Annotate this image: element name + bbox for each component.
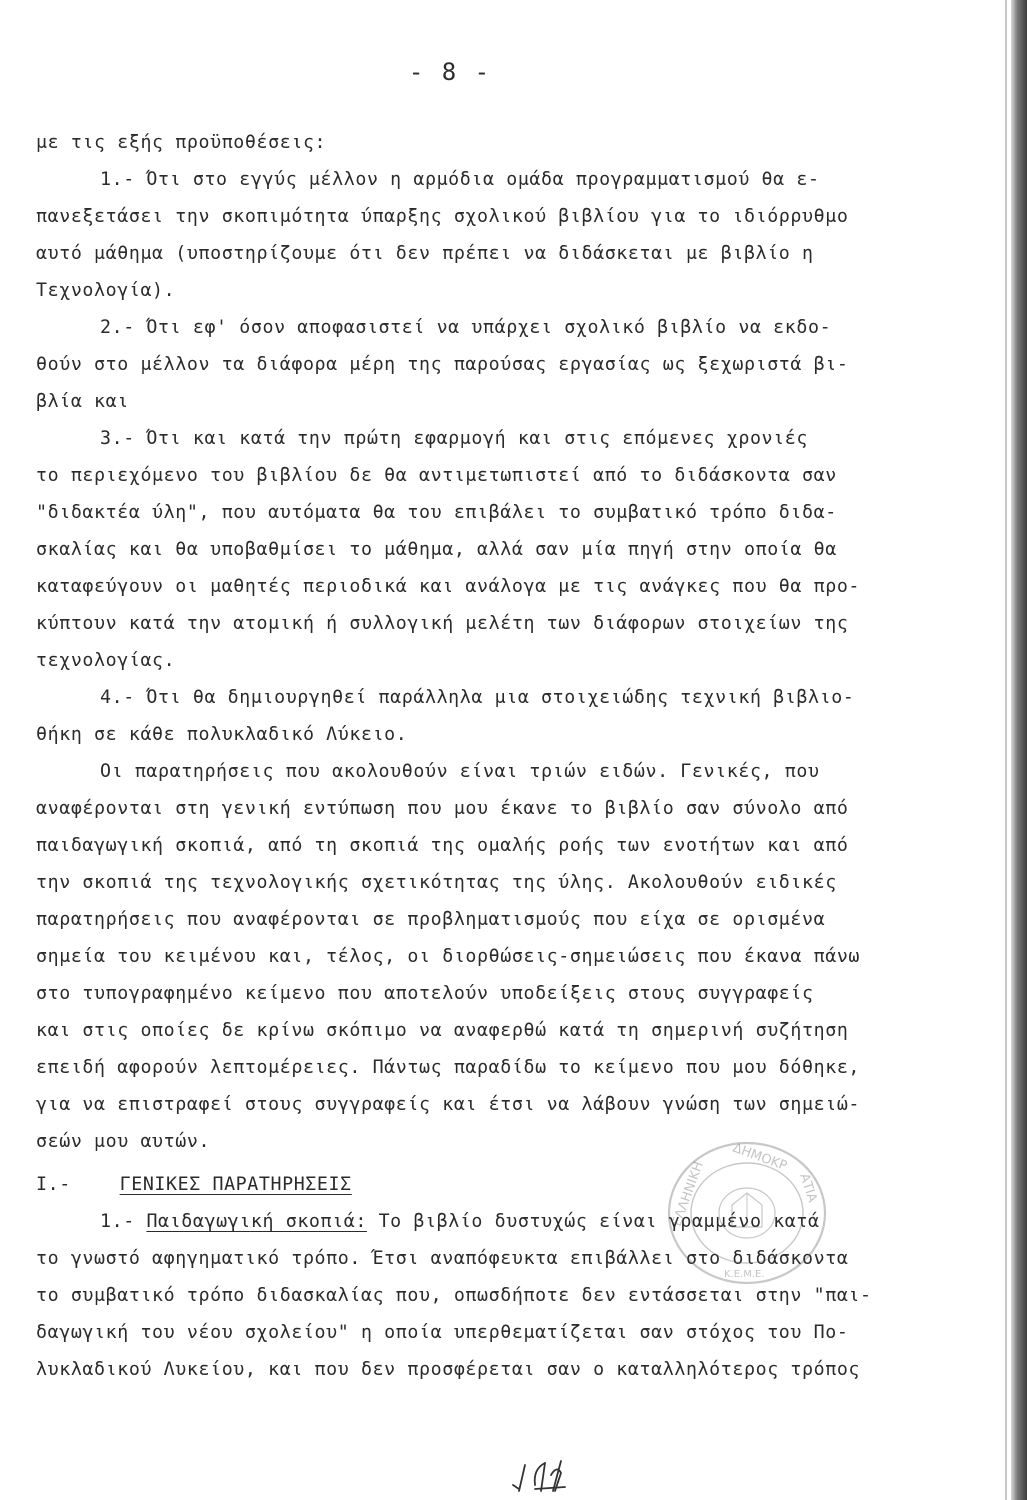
text-line: στο τυπογραφημένο κείμενο που αποτελούν υποδείξεις στους συγγραφείς [36, 983, 814, 1004]
text-line: πανεξετάσει την σκοπιμότητα ύπαρξης σχολικού βιβλίου για το ιδιόρρυθμο [36, 206, 849, 227]
text-line: σκαλίας και θα υποβαθμίσει το μάθημα, αλλά σαν μία πηγή στην οποία θα [36, 539, 837, 560]
text-line: το γνωστό αφηγηματικό τρόπο. Έτσι αναπόφευκτα επιβάλλει στο διδάσκοντα [36, 1248, 849, 1269]
text-line: τεχνολογίας. [36, 650, 176, 671]
text-line: σημεία του κειμένου και, τέλος, οι διορθώσεις-σημειώσεις που έκανα πάνω [36, 946, 861, 967]
section-title: ΓΕΝΙΚΕΣ ΠΑΡΑΤΗΡΗΣΕΙΣ [119, 1174, 352, 1195]
text-line: το περιεχόμενο του βιβλίου δε θα αντιμετωπιστεί από το διδάσκοντα σαν [36, 465, 837, 486]
text-line: επειδή αφορούν λεπτομέρειες. Πάντως παραδίδω το κείμενο που μου δόθηκε, [36, 1057, 861, 1078]
section-number: Ι.- [36, 1174, 71, 1195]
svg-text:Κ.Ε.Μ.Ε.: Κ.Ε.Μ.Ε. [724, 1269, 765, 1280]
subsection-text: Το βιβλίο δυστυχώς είναι γραμμένο κατά [378, 1211, 820, 1232]
text-line: σεών μου αυτών. [36, 1131, 211, 1152]
text-line: Τεχνολογία). [36, 280, 176, 301]
text-line: βλία και [36, 391, 129, 412]
text-line: για να επιστραφεί στους συγγραφείς και έτσι να λάβουν γνώση των σημειώ- [36, 1094, 861, 1115]
text-line: "διδακτέα ύλη", που αυτόματα θα του επιβάλει το συμβατικό τρόπο διδα- [36, 502, 837, 523]
text-line: 3.- Ότι και κατά την πρώτη εφαρμογή και στις επόμενες χρονιές [100, 428, 808, 449]
handwritten-initials [505, 1455, 575, 1493]
svg-text:ΔΗΜΟΚΡ: ΔΗΜΟΚΡ [730, 1140, 789, 1175]
text-line: θούν στο μέλλον τα διάφορα μέρη της παρούσας εργασίας ως ξεχωριστά βι- [36, 354, 849, 375]
text-line: αυτό μάθημα (υποστηρίζουμε ότι δεν πρέπει να διδάσκεται με βιβλίο η [36, 243, 814, 264]
text-line: αναφέρονται στη γενική εντύπωση που μου έκανε το βιβλίο σαν σύνολο από [36, 798, 849, 819]
page-number: - 8 - [408, 58, 492, 86]
text-line: δαγωγική του νέου σχολείου" η οποία υπερθεματίζεται σαν στόχος του Πο- [36, 1322, 849, 1343]
text-line: την σκοπιά της τεχνολογικής σχετικότητας της ύλης. Ακολουθούν ειδικές [36, 872, 837, 893]
svg-text:ΑΤΙΑ: ΑΤΙΑ [796, 1171, 820, 1205]
text-line: με τις εξής προϋποθέσεις: [36, 132, 327, 153]
text-line: θήκη σε κάθε πολυκλαδικό Λύκειο. [36, 724, 408, 745]
text-line: το συμβατικό τρόπο διδασκαλίας που, οπωσδήποτε δεν εντάσσεται στην "παι- [36, 1285, 872, 1306]
official-stamp [662, 1135, 832, 1290]
text-line: 2.- Ότι εφ' όσον αποφασιστεί να υπάρχει σχολικό βιβλίο να εκδο- [100, 317, 832, 338]
section-heading [36, 1166, 976, 1203]
text-line: κύπτουν κατά την ατομική ή συλλογική μελέτη των διάφορων στοιχείων της [36, 613, 849, 634]
text-line: παρατηρήσεις που αναφέρονται σε προβληματισμούς που είχα σε ορισμένα [36, 909, 826, 930]
subsection-title: Παιδαγωγική σκοπιά: [146, 1211, 367, 1232]
page-edge-line [1005, 0, 1007, 1500]
subsection-line [36, 1203, 976, 1240]
svg-text:ΕΛΛΗΝΙΚΗ: ΕΛΛΗΝΙΚΗ [669, 1159, 707, 1229]
text-line: 4.- Ότι θα δημιουργηθεί παράλληλα μια στοιχειώδης τεχνική βιβλιο- [100, 687, 855, 708]
subsection-number: 1.- [100, 1211, 135, 1232]
text-line: και στις οποίες δε κρίνω σκόπιμο να αναφερθώ κατά τη σημερινή συζήτηση [36, 1020, 849, 1041]
document-body [36, 124, 976, 1388]
text-line: καταφεύγουν οι μαθητές περιοδικά και ανάλογα με τις ανάγκες που θα προ- [36, 576, 861, 597]
text-line: λυκλαδικού Λυκείου, και που δεν προσφέρεται σαν ο καταλληλότερος τρόπος [36, 1359, 861, 1380]
text-line: Οι παρατηρήσεις που ακολουθούν είναι τριών ειδών. Γενικές, που [100, 761, 820, 782]
text-line: παιδαγωγική σκοπιά, από τη σκοπιά της ομαλής ροής των ενοτήτων και από [36, 835, 849, 856]
binding-edge [1011, 0, 1027, 1500]
text-line: 1.- Ότι στο εγγύς μέλλον η αρμόδια ομάδα προγραμματισμού θα ε- [100, 169, 820, 190]
